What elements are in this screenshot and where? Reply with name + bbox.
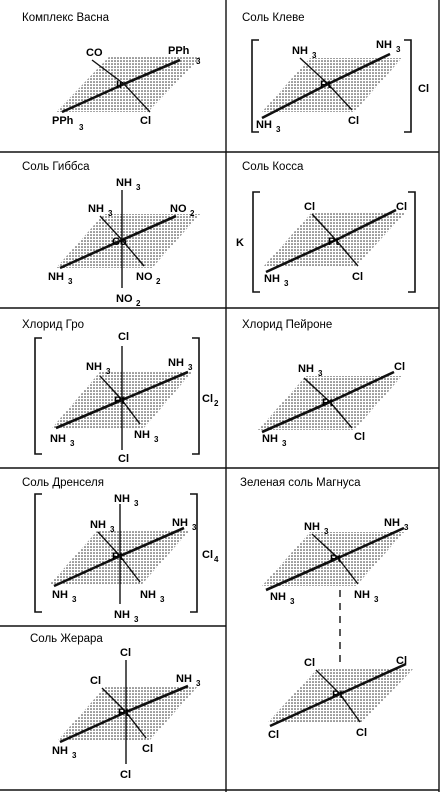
- ligand-label: Cl: [120, 647, 131, 659]
- metal-label: Ir: [116, 79, 124, 91]
- metal-label: Pt: [332, 689, 343, 701]
- subscript: 3: [196, 57, 201, 66]
- ligand-label: Cl: [396, 655, 407, 667]
- ligand-label: NH: [114, 493, 130, 505]
- subscript: 3: [276, 125, 281, 134]
- panel-cleve: [242, 12, 429, 134]
- ligand-label: Cl: [120, 769, 131, 781]
- ligand-label: PPh: [168, 45, 190, 57]
- subscript: 2: [190, 209, 195, 218]
- subscript: 3: [196, 679, 201, 688]
- ligand-label: NH: [354, 589, 370, 601]
- ligand-label: Cl: [142, 743, 153, 755]
- ligand-label: CO: [86, 47, 103, 59]
- ligand-label: Cl: [396, 201, 407, 213]
- ligand-label: NH: [88, 203, 104, 215]
- subscript: 3: [134, 615, 139, 624]
- bracket-right: [190, 494, 197, 612]
- panel-title: Хлорид Гро: [22, 319, 85, 331]
- bracket-right: [404, 40, 411, 132]
- metal-label: Pt: [330, 553, 341, 565]
- ligand-label: NO: [116, 293, 133, 305]
- subscript: 2: [156, 277, 161, 286]
- subscript: 3: [108, 209, 113, 218]
- bracket-left: [35, 494, 42, 612]
- ligand-label: Cl: [394, 361, 405, 373]
- subscript: 2: [136, 299, 141, 308]
- panel-gibbs: [22, 161, 200, 308]
- subscript: 3: [290, 597, 295, 606]
- subscript: 3: [324, 527, 329, 536]
- ligand-label: NH: [140, 589, 156, 601]
- ligand-label: NH: [264, 273, 280, 285]
- ligand-label: NH: [52, 745, 68, 757]
- subscript: 3: [284, 279, 289, 288]
- subscript: 3: [188, 363, 193, 372]
- subscript: 3: [312, 51, 317, 60]
- ligand-label: Cl: [268, 729, 279, 741]
- subscript: 2: [214, 399, 219, 408]
- ligand-label: NH: [48, 271, 64, 283]
- ligand-label: NH: [172, 517, 188, 529]
- ligand-label: NH: [52, 589, 68, 601]
- ligand-label: NH: [90, 519, 106, 531]
- ligand-label: NH: [114, 609, 130, 621]
- subscript: 3: [72, 595, 77, 604]
- bracket-right: [192, 338, 199, 454]
- subscript: 3: [70, 439, 75, 448]
- panel-title: Хлорид Пейроне: [242, 319, 333, 331]
- subscript: 3: [374, 595, 379, 604]
- subscript: 3: [106, 367, 111, 376]
- panel-gros: [22, 319, 219, 465]
- ligand-label: NO: [136, 271, 153, 283]
- panel-vaska: [22, 12, 202, 132]
- ligand-label: Cl: [352, 271, 363, 283]
- ligand-label: NO: [170, 203, 187, 215]
- ligand-label: NH: [176, 673, 192, 685]
- panel-cossa: [236, 161, 415, 292]
- outer-ion: Cl: [418, 83, 429, 95]
- ligand-label: NH: [86, 361, 102, 373]
- panel-title: Соль Гиббса: [22, 161, 90, 173]
- ligand-label: NH: [298, 363, 314, 375]
- ligand-label: Cl: [354, 431, 365, 443]
- metal-label: Pt: [118, 707, 129, 719]
- subscript: 3: [404, 523, 409, 532]
- ligand-label: Cl: [304, 657, 315, 669]
- subscript: 3: [318, 369, 323, 378]
- subscript: 3: [134, 499, 139, 508]
- subscript: 3: [192, 523, 197, 532]
- metal-label: Co: [112, 236, 127, 248]
- outer-ion: Cl: [202, 549, 213, 561]
- panel-magnus: [240, 477, 414, 741]
- ligand-label: NH: [270, 591, 286, 603]
- panel-title: Зеленая соль Магнуса: [240, 477, 361, 489]
- coordination-plane: [262, 58, 402, 112]
- ligand-label: NH: [376, 39, 392, 51]
- subscript: 3: [79, 123, 84, 132]
- ligand-label: Cl: [118, 331, 129, 343]
- panel-title: Соль Клеве: [242, 12, 305, 24]
- metal-label: Pt: [328, 236, 339, 248]
- subscript: 3: [136, 183, 141, 192]
- subscript: 3: [110, 525, 115, 534]
- panel-title: Соль Косса: [242, 161, 304, 173]
- bracket-right: [408, 192, 415, 292]
- subscript: 3: [282, 439, 287, 448]
- ligand-label: Cl: [90, 675, 101, 687]
- ligand-label: NH: [134, 429, 150, 441]
- ligand-label: NH: [304, 521, 320, 533]
- ligand-label: Cl: [118, 453, 129, 465]
- ligand-label: Cl: [140, 115, 151, 127]
- metal-label: Pt: [112, 551, 123, 563]
- outer-ion: Cl: [202, 393, 213, 405]
- metal-label: Pt: [322, 397, 333, 409]
- ligand-label: NH: [256, 119, 272, 131]
- ligand-label: NH: [292, 45, 308, 57]
- ligand-label: NH: [50, 433, 66, 445]
- panel-drechsel: [22, 477, 219, 624]
- subscript: 3: [72, 751, 77, 760]
- panel-peyrone: [242, 319, 405, 448]
- panel-title: Соль Дренселя: [22, 477, 104, 489]
- ligand-label: NH: [116, 177, 132, 189]
- subscript: 3: [154, 435, 159, 444]
- ligand-label: Cl: [348, 115, 359, 127]
- panel-title: Комплекс Васна: [22, 12, 110, 24]
- metal-label: Pt: [320, 79, 331, 91]
- ligand-label: Cl: [304, 201, 315, 213]
- bracket-left: [35, 338, 42, 454]
- panel-title: Соль Жерара: [30, 633, 103, 645]
- ligand-label: PPh: [52, 115, 74, 127]
- ligand-label: NH: [168, 357, 184, 369]
- panel-gerard: [30, 633, 201, 781]
- ligand-label: Cl: [356, 727, 367, 739]
- ligand-label: NH: [384, 517, 400, 529]
- subscript: 4: [214, 555, 219, 564]
- subscript: 3: [396, 45, 401, 54]
- ligand-label: NH: [262, 433, 278, 445]
- metal-label: Pt: [114, 395, 125, 407]
- subscript: 3: [68, 277, 73, 286]
- bracket-left: [253, 192, 260, 292]
- outer-ion: K: [236, 237, 244, 249]
- subscript: 3: [160, 595, 165, 604]
